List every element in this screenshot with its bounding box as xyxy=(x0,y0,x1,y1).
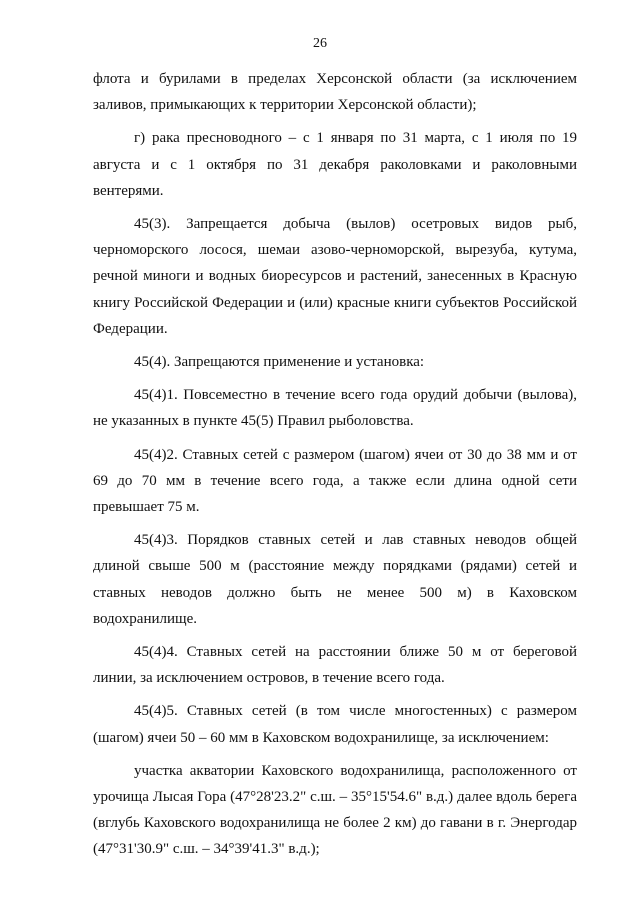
paragraph-45-4: 45(4). Запрещаются применение и установка: xyxy=(134,354,425,371)
page-number: 26 xyxy=(313,36,327,51)
paragraph-45-4-1: 45(4)1. Повсеместно в течение всего года орудий добычи (вылова), не указанных в пункте 45(5) Правил рыболовства. xyxy=(93,387,577,430)
paragraph-45-4-5: 45(4)5. Ставных сетей (в том числе многостенных) с размером (шагом) ячеи 50 – 60 мм в Каховском водохранилище, за исключением: xyxy=(93,703,577,746)
paragraph-45-4-2: 45(4)2. Ставных сетей с размером (шагом) ячеи от 30 до 38 мм и от 69 до 70 мм в течение всего года, а также если длина одной сети превышает 75 м. xyxy=(93,446,577,516)
paragraph-item-g: г) рака пресноводного – с 1 января по 31 марта, с 1 июля по 19 августа и с 1 октября по 31 декабря раколовками и раколовными вентерями. xyxy=(93,130,577,199)
paragraph-continuation: флота и бурилами в пределах Херсонской области (за исключением заливов, примыкающих к территории Херсонской области); xyxy=(93,71,577,114)
paragraph-45-4-3: 45(4)3. Порядков ставных сетей и лав ставных неводов общей длиной свыше 500 м (расстояние между порядками (рядами) сетей и ставных неводов должно быть не менее 500 м) в Каховском водохранилище. xyxy=(93,532,577,627)
document-body xyxy=(93,66,577,863)
paragraph-45-3: 45(3). Запрещается добыча (вылов) осетровых видов рыб, черноморского лосося, шемаи азово-черноморской, вырезуба, кутума, речной миноги и водных биоресурсов и растений, занесенных в Красную книгу Российской Федерации и (или) красные книги субъектов Российской Федерации. xyxy=(93,216,577,337)
paragraph-kakhovka-area: участка акватории Каховского водохранилища, расположенного от урочища Лысая Гора (47°28'23.2" с.ш. – 35°15'54.6" в.д.) далее вдоль берега (вглубь Каховского водохранилища не более 2 км) до гавани в г. Энергодар (47°31'30.9" с.ш. – 34°39'41.3" в.д.); xyxy=(93,762,577,858)
paragraph-45-4-4: 45(4)4. Ставных сетей на расстоянии ближе 50 м от береговой линии, за исключением островов, в течение всего года. xyxy=(93,644,577,687)
